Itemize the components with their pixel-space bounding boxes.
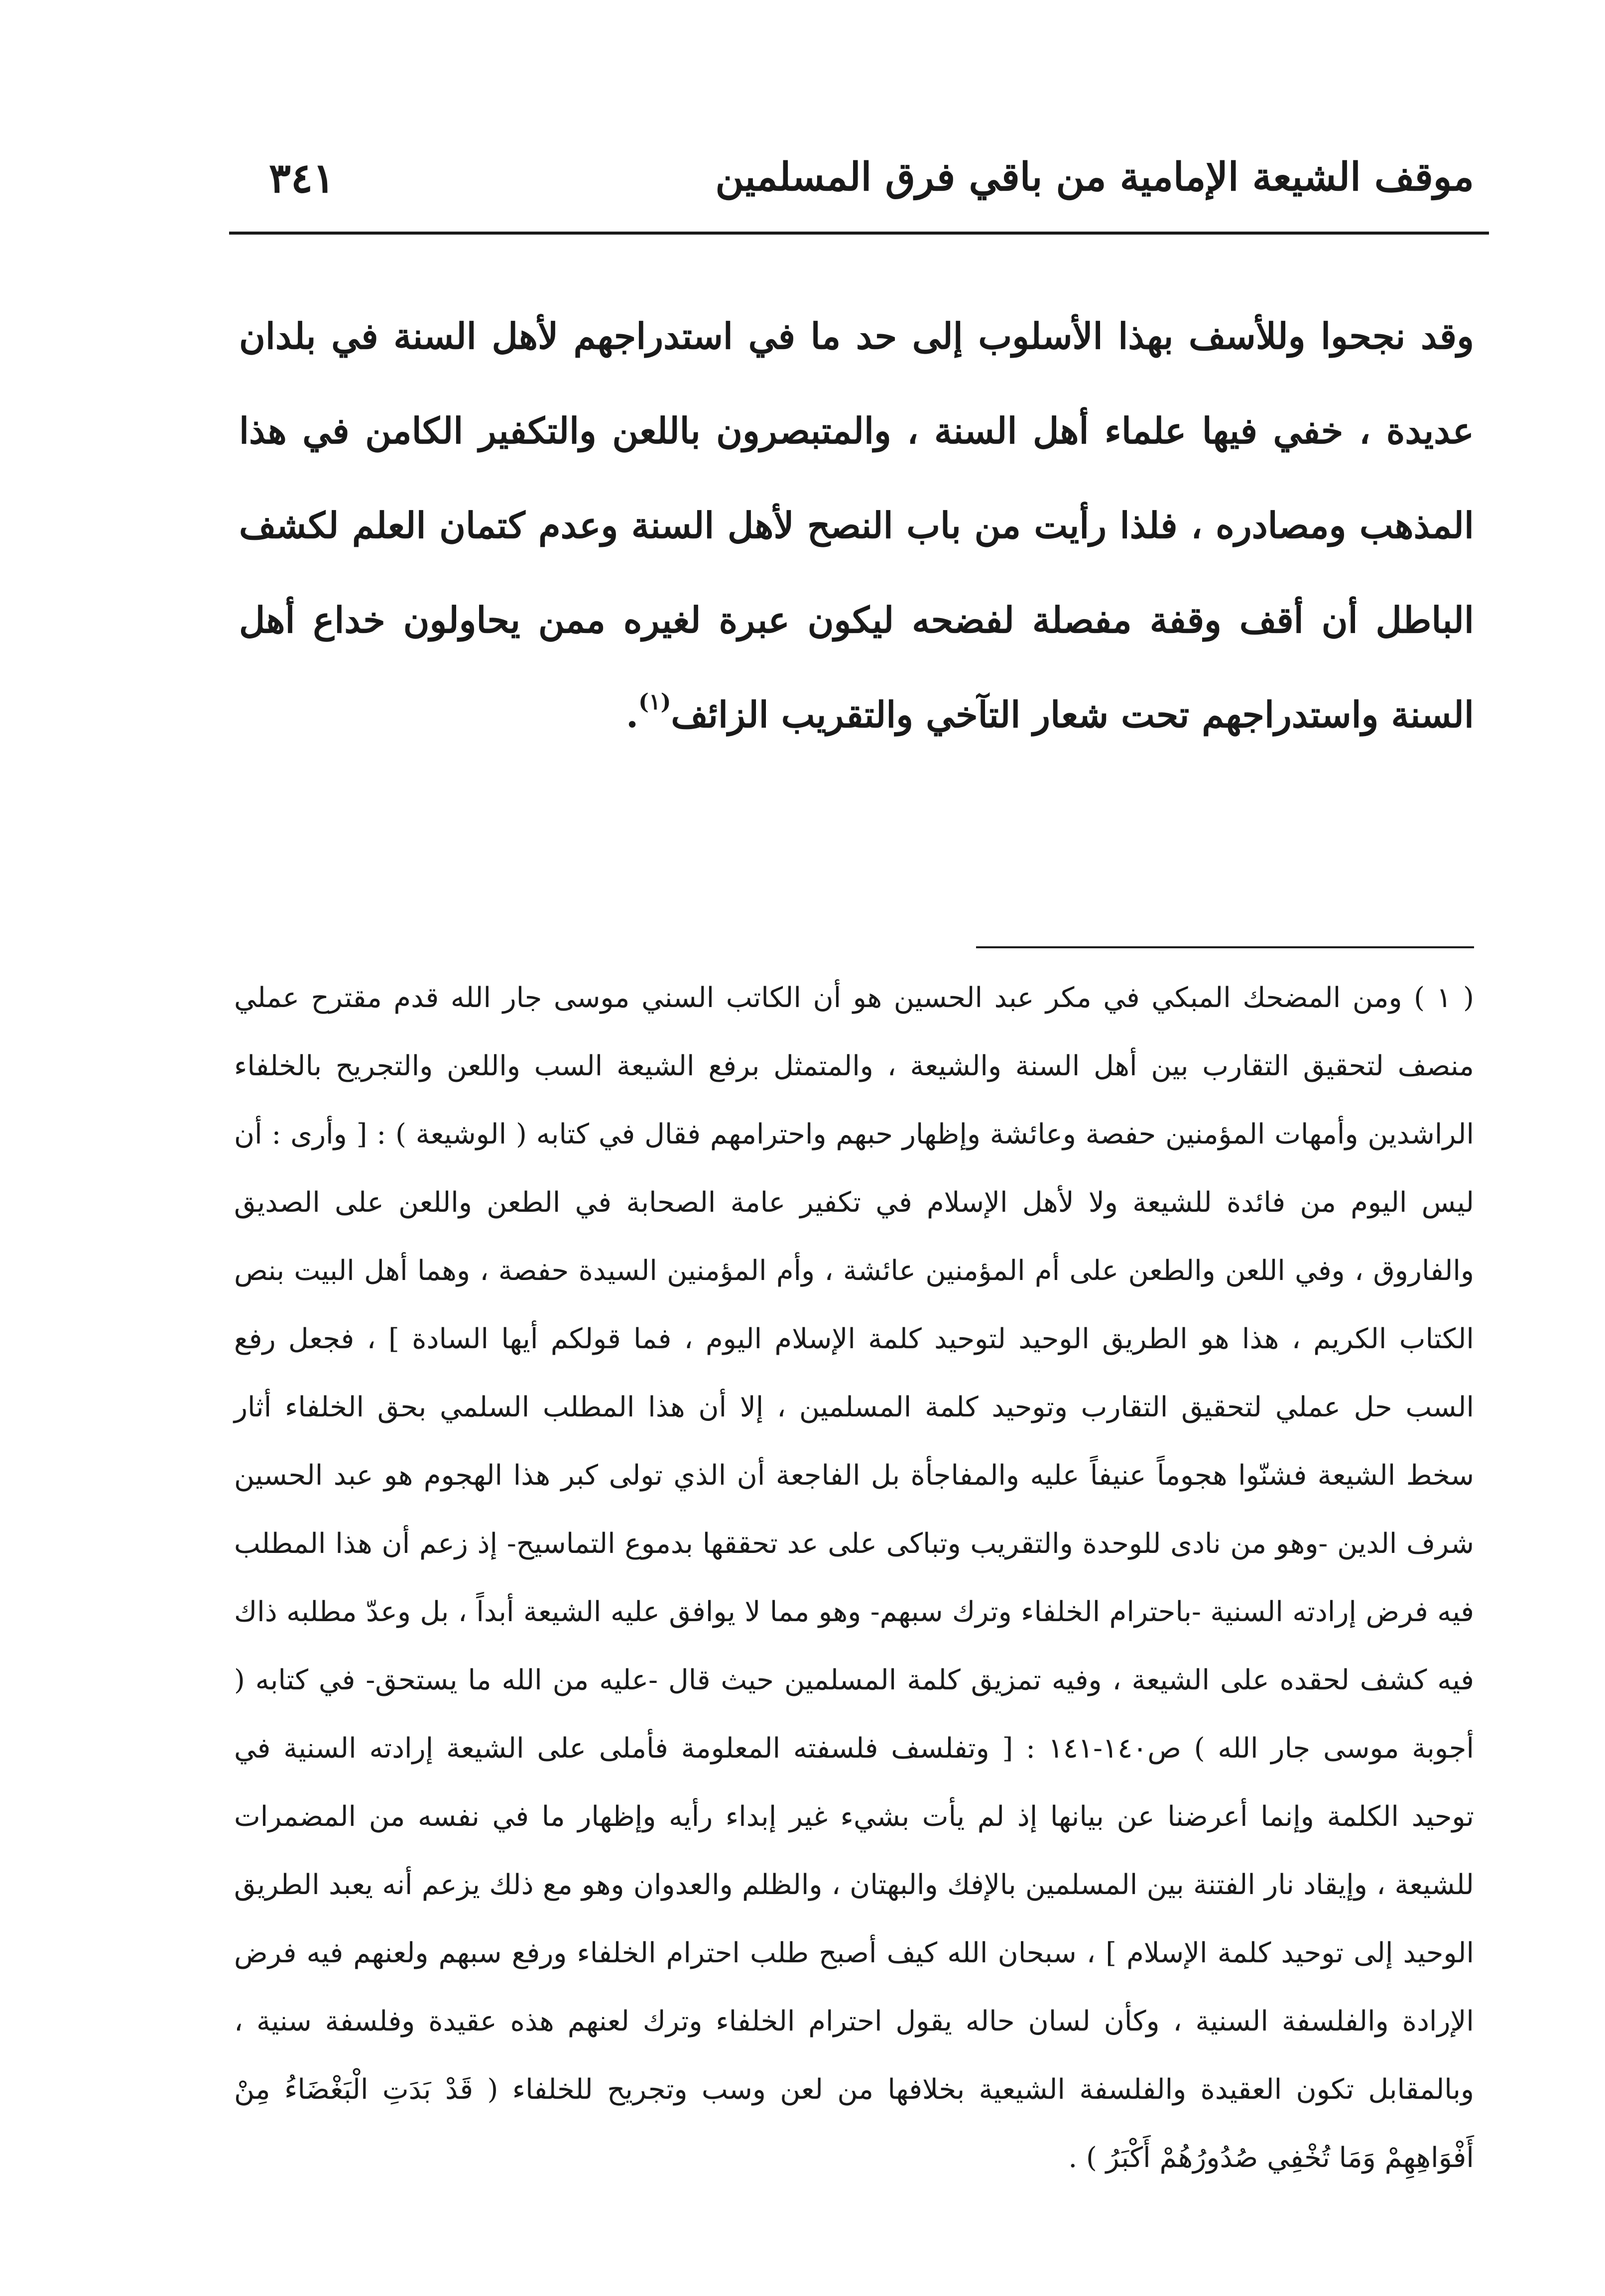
footnote-rule [976,946,1474,948]
running-head-title: موقف الشيعة الإمامية من باقي فرق المسلمين [715,154,1474,200]
footnote-reference: (١) [638,689,671,715]
footnote-text: ( ١ ) ومن المضحك المبكي في مكر عبد الحسين هو أن الكاتب السني موسى جار الله قدم مقترح عملي منصف لتحقيق التقارب بين أهل السنة والشيعة ، والمتمثل برفع الشيعة السب واللعن والتجريح بالخلفاء الراشدين وأمهات المؤمنين حفصة وعائشة وإظهار حبهم واحترامهم فقال في كتابه ( الوشيعة ) : [ وأرى : أن ليس اليوم من فائدة للشيعة ولا لأهل الإسلام في تكفير عامة الصحابة في الطعن واللعن على الصديق والفاروق ، وفي اللعن والطعن على أم المؤمنين عائشة ، وأم المؤمنين السيدة حفصة ، وهما أهل البيت بنص الكتاب الكريم ، هذا هو الطريق الوحيد لتوحيد كلمة الإسلام اليوم ، فما قولكم أيها السادة ] ، فجعل رفع السب حل عملي لتحقيق التقارب وتوحيد كلمة المسلمين ، إلا أن هذا المطلب السلمي بحق الخلفاء أثار سخط الشيعة فشنّوا هجوماً عنيفاً عليه والمفاجأة بل الفاجعة أن الذي تولى كبر هذا الهجوم هو عبد الحسين شرف الدين -وهو من نادى للوحدة والتقريب وتباكى على عد تحققها بدموع التماسيح- إذ زعم أن هذا المطلب فيه فرض إرادته السنية -باحترام الخلفاء وترك سبهم- وهو مما لا يوافق عليه الشيعة أبداً ، بل وعدّ مطلبه ذاك فيه كشف لحقده على الشيعة ، وفيه تمزيق كلمة المسلمين حيث قال -عليه من الله ما يستحق- في كتابه ( أجوبة موسى جار الله ) ص١٤٠-١٤١ : [ وتفلسف فلسفته المعلومة فأملى على الشيعة إرادته السنية في توحيد الكلمة وإنما أعرضنا عن بيانها إذ لم يأت بشيء غير إبداء رأيه وإظهار ما في نفسه من المضمرات للشيعة ، وإيقاد نار الفتنة بين المسلمين بالإفك والبهتان ، والظلم والعدوان وهو مع ذلك يزعم أنه يعبد الطريق الوحيد إلى توحيد كلمة الإسلام ] ، سبحان الله كيف أصبح طلب احترام الخلفاء ورفع سبهم ولعنهم فيه فرض الإرادة والفلسفة السنية ، وكأن لسان حاله يقول احترام الخلفاء وترك لعنهم هذه عقيدة وفلسفة سنية ، وبالمقابل تكون العقيدة والفلسفة الشيعية بخلافها من لعن وسب وتجريح للخلفاء ( قَدْ بَدَتِ الْبَغْضَاءُ مِنْ أَفْوَاهِهِمْ وَمَا تُخْفِي صُدُورُهُمْ أَكْبَرُ ) . [234,982,1475,2174]
header-rule [229,232,1489,235]
main-paragraph-text: وقد نجحوا وللأسف بهذا الأسلوب إلى حد ما في استدراجهم لأهل السنة في بلدان عديدة ، خفي فيها علماء أهل السنة ، والمتبصرون باللعن والتكفير الكامن في هذا المذهب ومصادره ، فلذا رأيت من باب النصح لأهل السنة وعدم كتمان العلم لكشف الباطل أن أقف وقفة مفصلة لفضحه ليكون عبرة لغيره ممن يحاولون خداع أهل السنة واستدراجهم تحت شعار التآخي والتقريب الزائف [239,315,1474,736]
main-paragraph [239,289,1474,762]
running-head [229,149,1474,214]
main-text [239,289,1474,762]
main-paragraph-end: . [626,693,639,736]
page-number: ٣٤١ [269,154,335,202]
footnote [234,964,1474,2192]
